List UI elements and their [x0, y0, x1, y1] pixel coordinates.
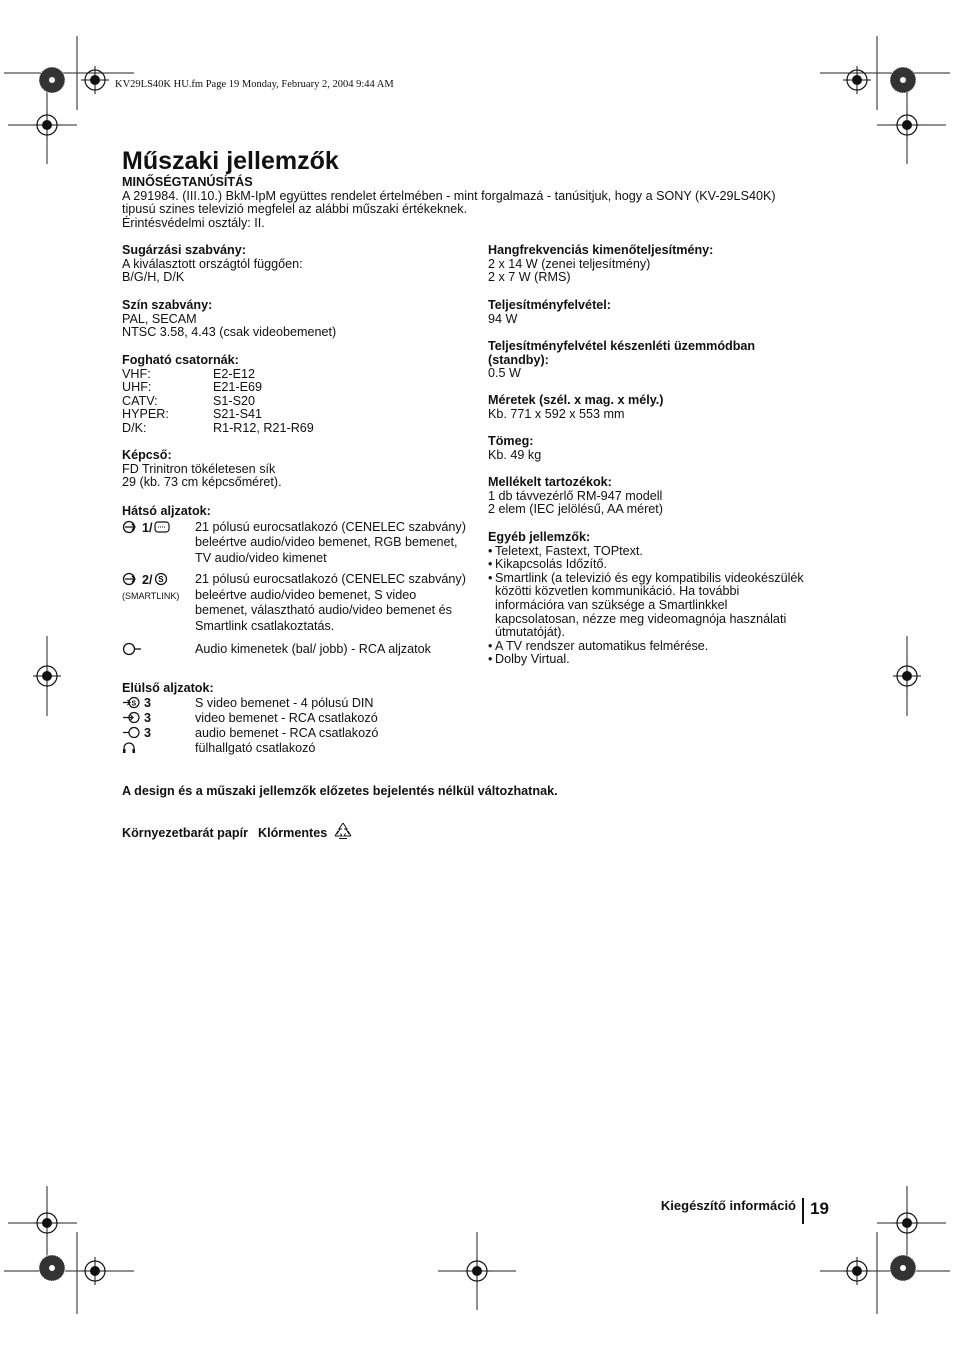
spec-line: A kiválasztott országtól függően: — [122, 256, 303, 271]
jack-description: audio bemenet - RCA csatlakozó — [195, 725, 379, 740]
design-notice: A design és a műszaki jellemzők előzetes bejelentés nélkül változhatnak. — [122, 784, 558, 798]
channel-label: VHF: — [122, 366, 151, 381]
jack-description: 21 pólusú eurocsatlakozó (CENELEC szabvány) beleértve audio/video bemenet, RGB bemenet, TV audio/video kimenet — [195, 519, 466, 565]
headphones-icon — [122, 741, 136, 754]
rear-jack-1: 1/ 21 pólusú eurocsatlakozó (CENELEC szabvány) beleértve audio/video bemenet, RGB bemenet, TV audio/video kimenet — [122, 520, 472, 567]
channel-row — [122, 395, 472, 409]
section-heading: (standby): — [488, 352, 549, 367]
quality-line: Érintésvédelmi osztály: II. — [122, 215, 265, 230]
channel-row — [122, 422, 472, 436]
video-input-icon — [122, 711, 144, 724]
spec-line: B/G/H, D/K — [122, 270, 185, 285]
feature-item: • Teletext, Fastext, TOPtext. — [488, 543, 643, 558]
channel-value: S1-S20 — [213, 393, 256, 408]
spec-line: Kb. 771 x 592 x 553 mm — [488, 406, 625, 421]
jack-description: fülhallgató csatlakozó — [195, 740, 316, 755]
channels-section — [122, 354, 472, 436]
rear-jacks-section — [122, 505, 472, 659]
eco-paper-label: Környezetbarát papír — [122, 826, 248, 841]
jack-description: S video bemenet - 4 pólusú DIN — [195, 695, 374, 710]
registration-target-icon — [33, 1209, 61, 1237]
spec-line: FD Trinitron tökéletesen sík — [122, 461, 276, 476]
feature-item: • Smartlink (a televizió és egy kompatibilis videokészülék közötti közvetlen kommunikáció. Ha további információra van szüksége a Smartlinkkel kapcsolatosan, nézze meg videomagnója használati útmutatóját). — [488, 570, 804, 640]
feature-item: • Kikapcsolás Időzítő. — [488, 557, 608, 572]
front-jack-row — [122, 696, 472, 711]
audio-power-section — [488, 244, 848, 285]
starburst-mark-icon — [39, 67, 65, 93]
section-heading: Tömeg: — [488, 434, 534, 448]
channel-value: E2-E12 — [213, 366, 256, 381]
registration-target-icon — [893, 1209, 921, 1237]
spec-line: 2 elem (IEC jelölésű, AA méret) — [488, 502, 663, 517]
jack-description: video bemenet - RCA csatlakozó — [195, 710, 378, 725]
registration-target-icon — [81, 1257, 109, 1285]
section-heading: Szín szabvány: — [122, 298, 213, 312]
spec-line: PAL, SECAM — [122, 311, 197, 326]
quality-line: tipusú szines televizió megfelel az alábbi műszaki értékeknek. — [122, 202, 468, 217]
front-jack-row — [122, 741, 472, 756]
weight-section — [488, 435, 848, 462]
section-heading: Teljesítményfelvétel: — [488, 298, 611, 312]
registration-target-icon — [893, 662, 921, 690]
recycle-icon — [333, 821, 353, 841]
channel-row — [122, 368, 472, 382]
channel-value: R1-R12, R21-R69 — [213, 420, 314, 435]
channel-label: D/K: — [122, 420, 147, 435]
s-video-input-icon — [122, 696, 144, 709]
registration-target-icon — [843, 66, 871, 94]
quality-line: A 291984. (III.10.) BkM-IpM együttes rendelet értelmében - mint forgalmazá - tanúsitjuk, hogy a SONY (KV-29LS40K) — [122, 188, 776, 203]
rear-audio-out — [122, 642, 472, 659]
channel-label: HYPER: — [122, 407, 169, 422]
channel-row — [122, 408, 472, 422]
spec-line: 94 W — [488, 311, 518, 326]
spec-line: NTSC 3.58, 4.43 (csak videobemenet) — [122, 325, 337, 340]
channel-value: S21-S41 — [213, 407, 263, 422]
registration-target-icon — [33, 662, 61, 690]
jack-number: 3 — [144, 725, 152, 740]
paper-note — [122, 821, 353, 841]
other-features-section — [488, 531, 848, 667]
jack-number: 3 — [144, 695, 152, 710]
spec-line: 2 x 7 W (RMS) — [488, 270, 571, 285]
svg-text:S: S — [131, 700, 137, 708]
footer-section-title: Kiegészítő információ — [660, 1198, 796, 1213]
dimensions-section — [488, 394, 848, 421]
spec-line: 2 x 14 W (zenei teljesítmény) — [488, 256, 651, 271]
section-heading: Egyéb jellemzők: — [488, 530, 591, 544]
page-title: Műszaki jellemzők — [122, 147, 339, 175]
section-heading: Teljesítményfelvétel készenléti üzemmódban — [488, 339, 756, 353]
front-jack-row — [122, 726, 472, 741]
starburst-mark-icon — [890, 67, 916, 93]
spec-line: 0.5 W — [488, 366, 521, 381]
feature-item: • A TV rendszer automatikus felmérése. — [488, 638, 709, 653]
jack-description: Audio kimenetek (bal/ jobb) - RCA aljzatok — [195, 642, 431, 657]
spec-line: Kb. 49 kg — [488, 447, 542, 462]
page-number: 19 — [810, 1199, 829, 1218]
footer-divider — [802, 1198, 804, 1224]
power-section — [488, 299, 848, 326]
spec-line: 29 (kb. 73 cm képcsőméret). — [122, 475, 282, 490]
scart-input-icon — [122, 572, 142, 586]
registration-target-icon — [893, 111, 921, 139]
audio-output-icon — [122, 642, 142, 656]
spec-line: 1 db távvezérlő RM-947 modell — [488, 488, 663, 503]
s-video-icon — [153, 572, 169, 586]
section-heading: Méretek (szél. x mag. x mély.) — [488, 393, 664, 407]
tube-section — [122, 449, 472, 490]
starburst-mark-icon — [890, 1255, 916, 1281]
jack-number: 3 — [144, 710, 152, 725]
svg-text:S: S — [157, 575, 164, 585]
registration-target-icon — [33, 111, 61, 139]
section-heading: Mellékelt tartozékok: — [488, 475, 612, 489]
rear-jack-2: 2/ S (SMARTLINK) 21 pólusú eurocsatlakozó (CENELEC szabvány) beleértve audio/video bemenet, S video bemenet, választható audio/video bemenet és Smartlink csatlakoztatás. — [122, 572, 472, 634]
front-jack-row — [122, 711, 472, 726]
channel-row — [122, 381, 472, 395]
color-section — [122, 299, 472, 340]
section-heading: Hangfrekvenciás kimenőteljesítmény: — [488, 243, 714, 257]
scart-connector-icon — [153, 520, 171, 534]
broadcast-section — [122, 244, 472, 285]
starburst-mark-icon — [39, 1255, 65, 1281]
registration-target-icon — [463, 1257, 491, 1285]
section-heading: Hátsó aljzatok: — [122, 504, 211, 518]
section-heading: Sugárzási szabvány: — [122, 243, 246, 257]
jack-number: 1 — [142, 520, 150, 535]
front-jacks-section — [122, 682, 472, 756]
channel-label: CATV: — [122, 393, 158, 408]
smartlink-label: (SMARTLINK) — [122, 590, 180, 601]
file-header: KV29LS40K HU.fm Page 19 Monday, February 2, 2004 9:44 AM — [115, 79, 394, 90]
channel-value: E21-E69 — [213, 380, 263, 395]
jack-description: 21 pólusú eurocsatlakozó (CENELEC szabvány) beleértve audio/video bemenet, S video bemenet, választható audio/video bemenet és Smartlink csatlakoztatás. — [195, 572, 466, 633]
accessories-section — [488, 476, 848, 517]
quality-section — [122, 176, 776, 230]
registration-target-icon — [843, 1257, 871, 1285]
audio-input-icon — [122, 726, 144, 739]
channel-label: UHF: — [122, 380, 152, 395]
section-heading: Elülső aljzatok: — [122, 681, 214, 695]
jack-number: 2 — [142, 573, 150, 588]
registration-target-icon — [81, 66, 109, 94]
chlorine-free-label: Klórmentes — [257, 826, 328, 841]
feature-item: • Dolby Virtual. — [488, 652, 570, 667]
standby-section — [488, 340, 848, 381]
section-heading: Képcső: — [122, 448, 172, 462]
scart-input-icon — [122, 520, 142, 534]
section-heading: Fogható csatornák: — [122, 353, 239, 367]
quality-heading: MINŐSÉGTANÚSÍTÁS — [122, 175, 253, 189]
